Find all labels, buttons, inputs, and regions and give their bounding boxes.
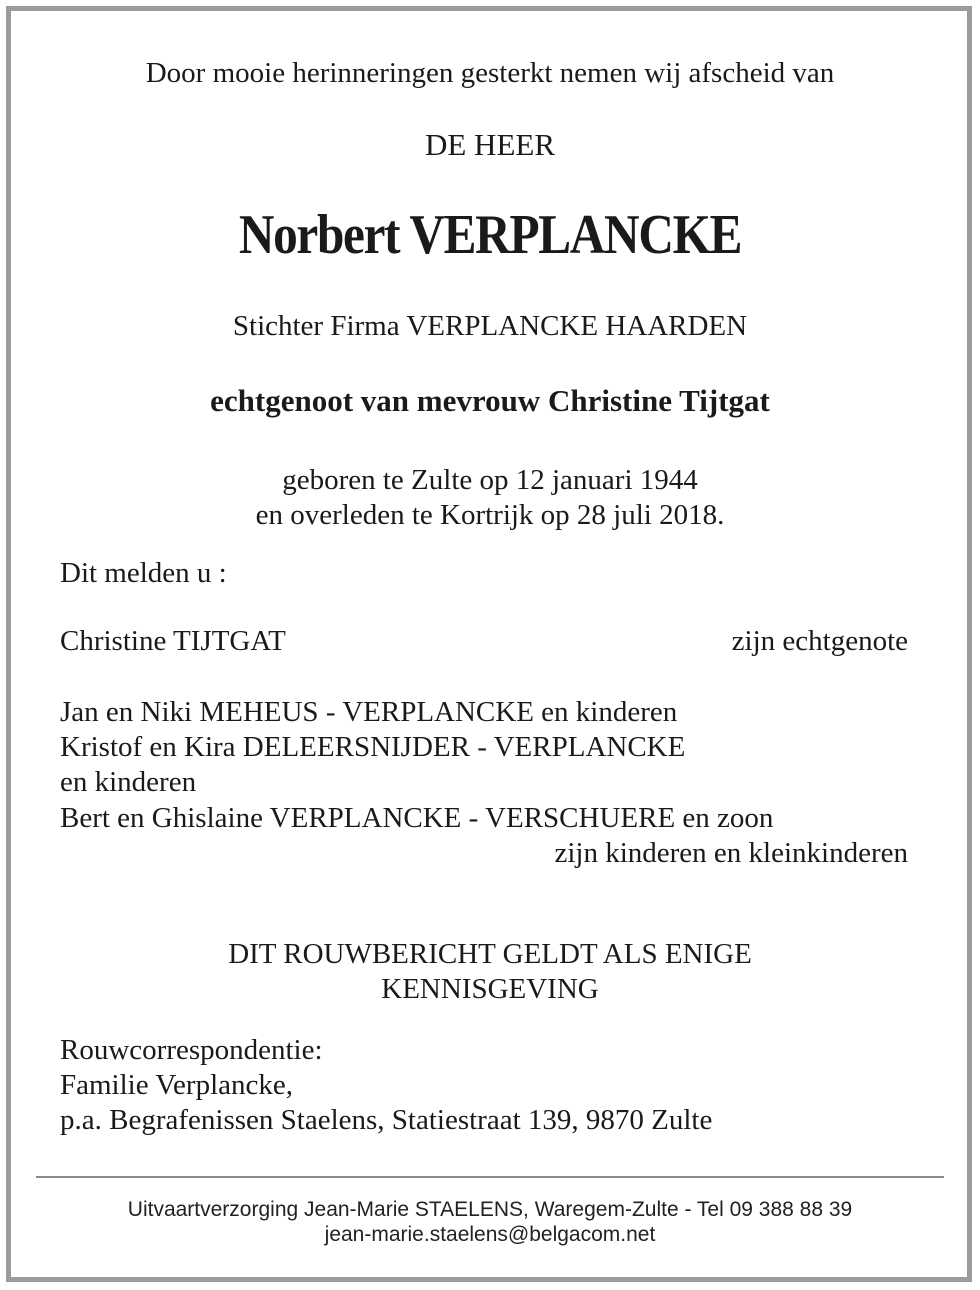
- spouse-name: Christine TIJTGAT: [60, 625, 286, 657]
- official-notice-line: DIT ROUWBERICHT GELDT ALS ENIGE: [228, 938, 752, 970]
- deceased-name: Norbert VERPLANCKE: [238, 204, 742, 266]
- footer-divider: [36, 1176, 944, 1178]
- correspondence-address: p.a. Begrafenissen Staelens, Statiestraat 139, 9870 Zulte: [60, 1104, 713, 1136]
- funeral-director-email[interactable]: jean-marie.staelens@belgacom.net: [324, 1223, 656, 1246]
- title-prefix: DE HEER: [424, 127, 555, 162]
- correspondence-label: Rouwcorrespondentie:: [60, 1034, 323, 1066]
- birth-line: geboren te Zulte op 12 januari 1944: [282, 464, 698, 496]
- spouse-role: zijn echtgenote: [731, 625, 908, 657]
- announcers-label: Dit melden u :: [60, 557, 227, 589]
- spouse-line: echtgenoot van mevrouw Christine Tijtgat: [210, 383, 770, 418]
- children-line: Bert en Ghislaine VERPLANCKE - VERSCHUERE en zoon: [60, 802, 774, 834]
- intro-text: Door mooie herinneringen gesterkt nemen wij afscheid van: [145, 57, 835, 89]
- children-line: en kinderen: [60, 766, 197, 798]
- children-line: Jan en Niki MEHEUS - VERPLANCKE en kinderen: [60, 696, 678, 728]
- founder-line: Stichter Firma VERPLANCKE HAARDEN: [232, 310, 748, 342]
- funeral-director-line: Uitvaartverzorging Jean-Marie STAELENS, Waregem-Zulte - Tel 09 388 88 39: [127, 1198, 853, 1221]
- children-role: zijn kinderen en kleinkinderen: [554, 837, 908, 869]
- death-line: en overleden te Kortrijk op 28 juli 2018.: [255, 499, 725, 531]
- children-line: Kristof en Kira DELEERSNIJDER - VERPLANCKE: [60, 731, 686, 763]
- correspondence-family: Familie Verplancke,: [60, 1069, 294, 1101]
- official-notice-line: KENNISGEVING: [381, 973, 599, 1005]
